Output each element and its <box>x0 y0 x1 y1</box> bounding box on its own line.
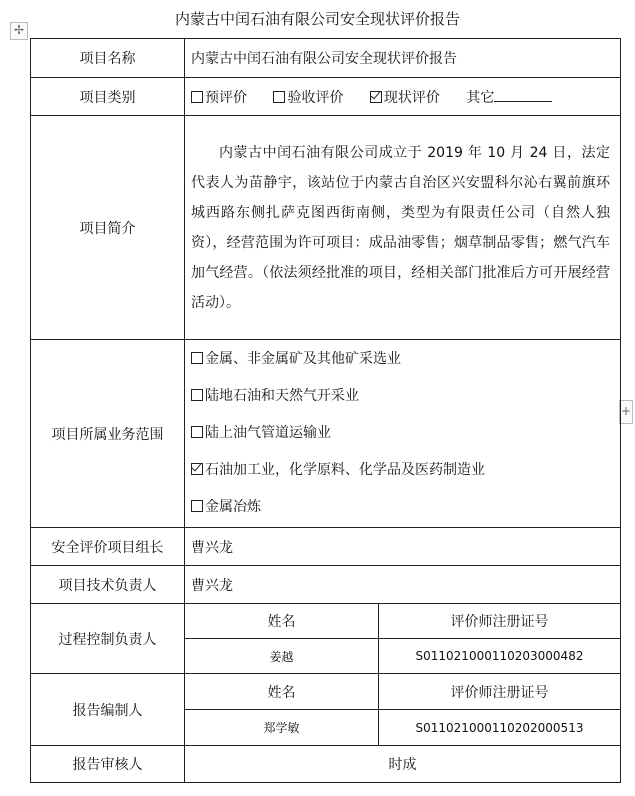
category-other-label: 其它 <box>466 89 495 106</box>
scope-item[interactable]: 金属、非金属矿及其他矿采选业 <box>191 341 620 378</box>
document-title: 内蒙古中闰石油有限公司安全现状评价报告 <box>174 10 460 28</box>
row-process-control-header <box>31 604 621 639</box>
checkbox-icon[interactable] <box>273 91 285 103</box>
other-blank-line[interactable] <box>494 89 552 102</box>
team-leader-value: 曹兴龙 <box>185 528 621 566</box>
process-control-label: 过程控制负责人 <box>31 604 185 674</box>
project-category-label: 项目类别 <box>31 78 185 116</box>
project-intro-cell <box>185 116 621 340</box>
row-project-category <box>31 78 621 116</box>
scope-item[interactable]: 石油加工业，化学原料、化学品及医药制造业 <box>191 452 620 489</box>
row-report-reviewer <box>31 746 621 783</box>
scope-item[interactable]: 陆地石油和天然气开采业 <box>191 378 620 415</box>
category-option[interactable]: 验收评价 <box>273 90 343 106</box>
tech-lead-value: 曹兴龙 <box>185 566 621 604</box>
scope-item[interactable]: 陆上油气管道运输业 <box>191 415 620 452</box>
team-leader-label: 安全评价项目组长 <box>31 528 185 566</box>
report-editor-col-name: 姓名 <box>185 674 379 710</box>
report-editor-col-cert: 评价师注册证号 <box>379 674 621 710</box>
process-control-col-cert: 评价师注册证号 <box>379 604 621 639</box>
checkbox-icon[interactable] <box>191 352 203 364</box>
checkbox-icon[interactable] <box>191 91 203 103</box>
category-option[interactable]: 预评价 <box>191 90 247 106</box>
process-control-col-name: 姓名 <box>185 604 379 639</box>
row-tech-lead <box>31 566 621 604</box>
business-scope-label: 项目所属业务范围 <box>31 340 185 528</box>
tech-lead-label: 项目技术负责人 <box>31 566 185 604</box>
report-editor-label: 报告编制人 <box>31 674 185 746</box>
checkbox-icon[interactable] <box>191 500 203 512</box>
category-option[interactable]: 现状评价 <box>370 90 440 106</box>
checkbox-icon[interactable] <box>191 426 203 438</box>
row-project-name <box>31 39 621 78</box>
plus-icon[interactable]: + <box>619 400 633 424</box>
project-category-options <box>185 78 621 116</box>
report-editor-name: 郑学敏 <box>185 710 379 746</box>
project-intro-label: 项目简介 <box>31 116 185 340</box>
report-reviewer-label: 报告审核人 <box>31 746 185 783</box>
report-reviewer-value: 时成 <box>185 746 621 783</box>
report-editor-cert: S011021000110202000513 <box>379 710 621 746</box>
row-business-scope <box>31 340 621 528</box>
business-scope-list <box>185 340 621 528</box>
checked-checkbox-icon[interactable] <box>191 463 203 475</box>
checkbox-icon[interactable] <box>191 389 203 401</box>
scope-item[interactable]: 金属冶炼 <box>191 489 620 526</box>
process-control-name: 姜越 <box>185 639 379 674</box>
row-report-editor-header <box>31 674 621 710</box>
row-project-intro <box>31 116 621 340</box>
row-team-leader <box>31 528 621 566</box>
move-icon[interactable]: ✢ <box>10 22 28 40</box>
project-name-label: 项目名称 <box>31 39 185 78</box>
process-control-cert: S011021000110203000482 <box>379 639 621 674</box>
checked-checkbox-icon[interactable] <box>370 91 382 103</box>
evaluation-table <box>30 38 621 783</box>
project-name-value: 内蒙古中闰石油有限公司安全现状评价报告 <box>185 39 621 78</box>
project-intro-text: 内蒙古中闰石油有限公司成立于 2019 年 10 月 24 日，法定代表人为苗静宇，该站位于内蒙古自治区兴安盟科尔沁右翼前旗环城西路东侧扎萨克图西街南侧，类型为有限责任公司（自然人独资），经营范围为许可项目：成品油零售；烟草制品零售；燃气汽车加气经营。（依法须经批准的项目，经相关部门批准后方可开展经营活动）。 <box>191 144 610 311</box>
